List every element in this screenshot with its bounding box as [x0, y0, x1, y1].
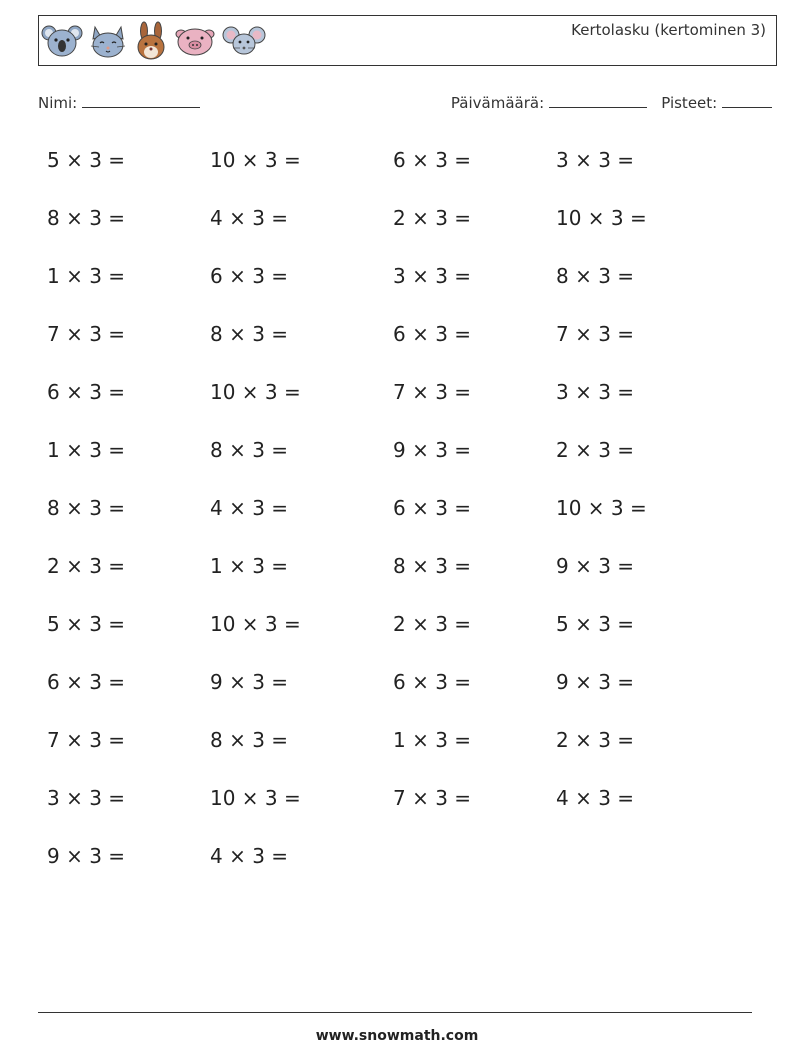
worksheet-title: Kertolasku (kertominen 3): [571, 21, 766, 39]
problem-item: 7 × 3 =: [393, 380, 472, 404]
problem-item: 2 × 3 =: [556, 728, 635, 752]
problem-item: 5 × 3 =: [47, 612, 126, 636]
problem-item: 2 × 3 =: [393, 612, 472, 636]
problem-item: 10 × 3 =: [210, 786, 301, 810]
problem-item: 5 × 3 =: [556, 612, 635, 636]
footer-divider: [38, 1012, 752, 1013]
problem-item: 6 × 3 =: [393, 496, 472, 520]
problem-item: 3 × 3 =: [393, 264, 472, 288]
problem-item: 1 × 3 =: [393, 728, 472, 752]
problem-item: 4 × 3 =: [210, 844, 289, 868]
problem-item: 4 × 3 =: [210, 206, 289, 230]
problem-item: 2 × 3 =: [47, 554, 126, 578]
problem-item: 8 × 3 =: [556, 264, 635, 288]
problem-item: 10 × 3 =: [556, 496, 647, 520]
problem-item: 5 × 3 =: [47, 148, 126, 172]
problem-item: 4 × 3 =: [556, 786, 635, 810]
problem-item: 6 × 3 =: [393, 148, 472, 172]
problem-item: 6 × 3 =: [393, 670, 472, 694]
problem-item: 9 × 3 =: [393, 438, 472, 462]
problem-item: 6 × 3 =: [393, 322, 472, 346]
footer-website: www.snowmath.com: [315, 1028, 479, 1044]
problem-item: 7 × 3 =: [47, 728, 126, 752]
problem-item: 1 × 3 =: [47, 264, 126, 288]
problem-item: 8 × 3 =: [47, 496, 126, 520]
problem-item: 8 × 3 =: [393, 554, 472, 578]
problem-item: 8 × 3 =: [47, 206, 126, 230]
problem-item: 10 × 3 =: [210, 380, 301, 404]
problem-item: 7 × 3 =: [47, 322, 126, 346]
problem-item: 3 × 3 =: [556, 380, 635, 404]
problem-item: 1 × 3 =: [210, 554, 289, 578]
problem-item: 6 × 3 =: [47, 670, 126, 694]
problem-item: 9 × 3 =: [556, 670, 635, 694]
problem-item: 10 × 3 =: [210, 612, 301, 636]
problem-item: 7 × 3 =: [556, 322, 635, 346]
problem-item: 2 × 3 =: [393, 206, 472, 230]
problem-item: 3 × 3 =: [47, 786, 126, 810]
problem-item: 9 × 3 =: [556, 554, 635, 578]
problem-item: 2 × 3 =: [556, 438, 635, 462]
problem-item: 1 × 3 =: [47, 438, 126, 462]
problem-item: 3 × 3 =: [556, 148, 635, 172]
score-label: Pisteet:: [661, 94, 718, 112]
problem-item: 10 × 3 =: [210, 148, 301, 172]
problem-item: 10 × 3 =: [556, 206, 647, 230]
name-label: Nimi:: [38, 94, 78, 112]
date-label: Päivämäärä:: [450, 94, 545, 112]
problem-item: 8 × 3 =: [210, 322, 289, 346]
problem-item: 9 × 3 =: [47, 844, 126, 868]
problem-item: 6 × 3 =: [210, 264, 289, 288]
problem-item: 8 × 3 =: [210, 728, 289, 752]
problem-item: 6 × 3 =: [47, 380, 126, 404]
problem-item: 9 × 3 =: [210, 670, 289, 694]
problem-item: 8 × 3 =: [210, 438, 289, 462]
problem-item: 4 × 3 =: [210, 496, 289, 520]
problem-item: 7 × 3 =: [393, 786, 472, 810]
